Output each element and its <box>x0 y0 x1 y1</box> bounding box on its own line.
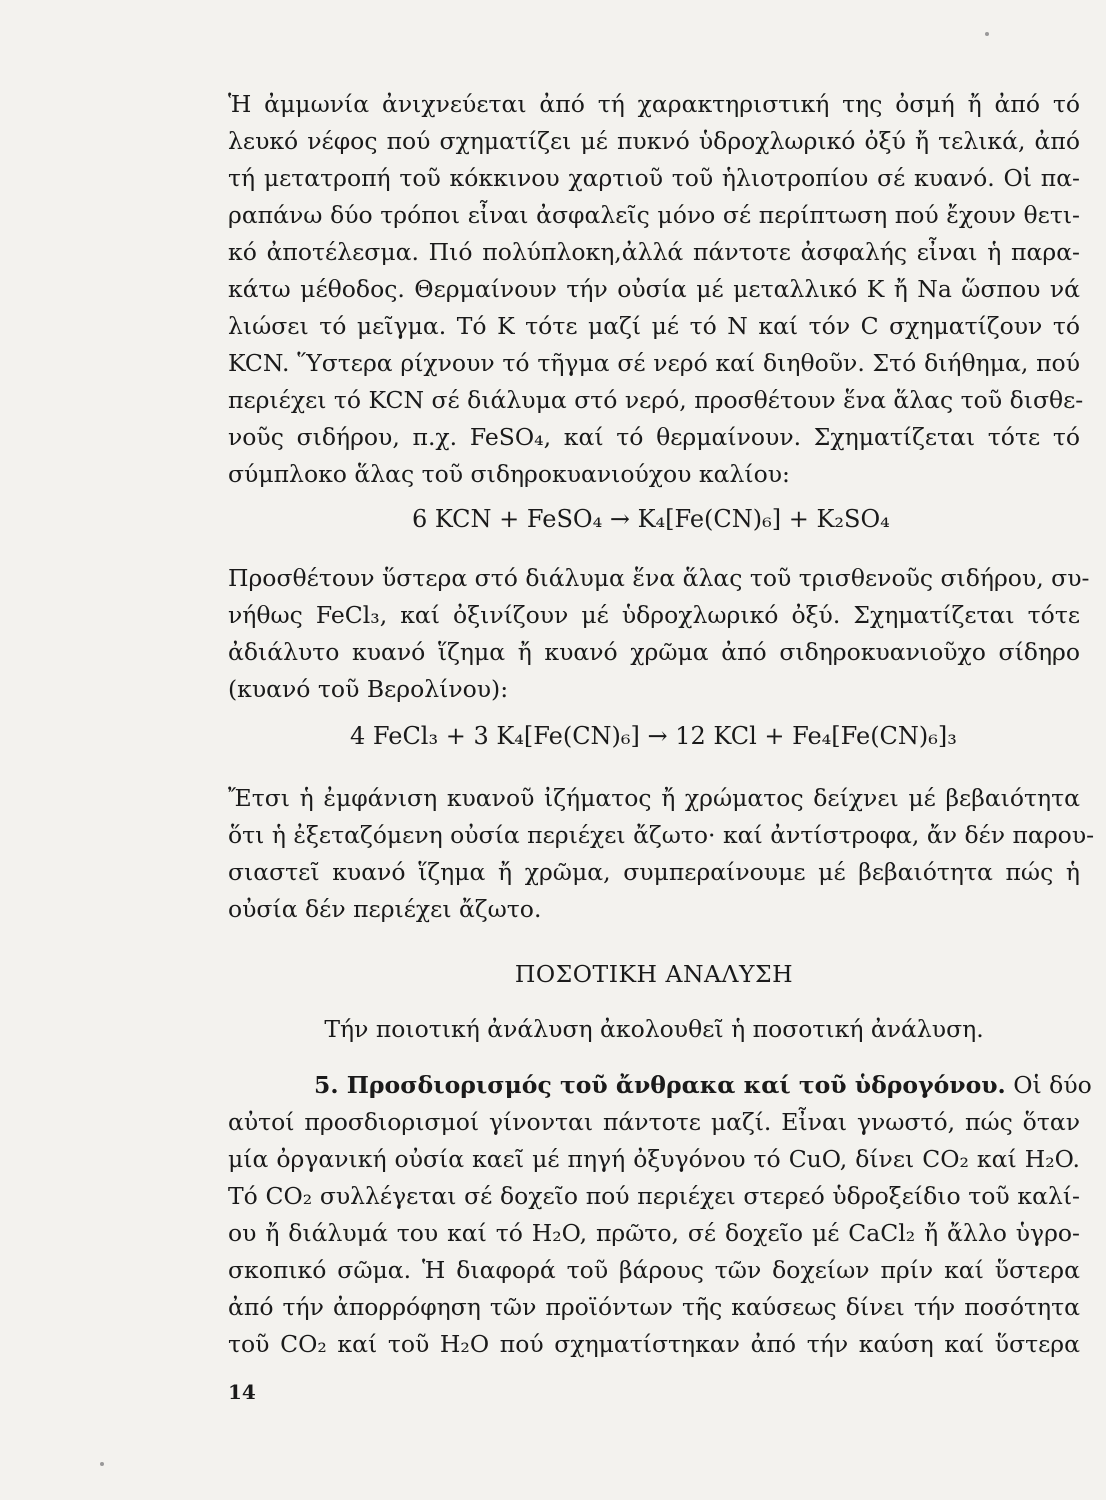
text-line: Ἡ ἀμμωνία ἀνιχνεύεται ἀπό τή χαρακτηριστική της ὀσμή ἤ ἀπό τό <box>228 90 1080 118</box>
text-line: τή μετατροπή τοῦ κόκκινου χαρτιοῦ τοῦ ἡλιοτροπίου σέ κυανό. Οἱ πα- <box>228 164 1080 192</box>
text-line: νοῦς σιδήρου, π.χ. FeSO₄, καί τό θερμαίνουν. Σχηματίζεται τότε τό <box>228 423 1080 451</box>
text-line: περιέχει τό KCN σέ διάλυμα στό νερό, προσθέτουν ἕνα ἅλας τοῦ δισθε- <box>228 386 1084 414</box>
section-5-title: 5. Προσδιορισμός τοῦ ἄνθρακα καί τοῦ ὑδρογόνου. <box>314 1071 1006 1099</box>
page-number: 14 <box>228 1380 256 1404</box>
text-line: λιώσει τό μεῖγμα. Τό K τότε μαζί μέ τό N καί τόν C σχηματίζουν τό <box>228 312 1080 340</box>
section-heading: ΠΟΣΟΤΙΚΗ ΑΝΑΛΥΣΗ <box>514 960 794 988</box>
paragraph-carbon-hydrogen <box>228 1067 1092 1363</box>
text-line: ὅτι ἡ ἐξεταζόμενη οὐσία περιέχει ἄζωτο· καί ἀντίστροφα, ἄν δέν παρου- <box>228 821 1095 849</box>
text-line: ἀδιάλυτο κυανό ἵζημα ἤ κυανό χρῶμα ἀπό σιδηροκυανιοῦχο σίδηρο <box>228 638 1080 666</box>
paragraph-ammonia-detection <box>228 86 1084 493</box>
text-line: ἀπό τήν ἀπορρόφηση τῶν προϊόντων τῆς καύσεως δίνει τήν ποσότητα <box>228 1293 1080 1321</box>
paragraph-prussian-blue <box>228 560 1090 708</box>
text-line: ου ἤ διάλυμά του καί τό H₂O, πρῶτο, σέ δοχεῖο μέ CaCl₂ ἤ ἄλλο ὑγρο- <box>228 1219 1080 1247</box>
text-line: (κυανό τοῦ Βερολίνου): <box>228 675 509 703</box>
text-line: Τό CO₂ συλλέγεται σέ δοχεῖο πού περιέχει στερεό ὑδροξείδιο τοῦ καλί- <box>228 1182 1080 1210</box>
text-line: σύμπλοκο ἅλας τοῦ σιδηροκυανιούχου καλίου: <box>228 460 790 488</box>
speck <box>100 1462 104 1466</box>
text-line: μία ὀργανική οὐσία καεῖ μέ πηγή ὀξυγόνου τό CuO, δίνει CO₂ καί H₂O. <box>228 1145 1080 1173</box>
text-line: KCN. Ὕστερα ρίχνουν τό τῆγμα σέ νερό καί διηθοῦν. Στό διήθημα, πού <box>228 349 1080 377</box>
text-line: κό ἀποτέλεσμα. Πιό πολύπλοκη,ἀλλά πάντοτε ἀσφαλής εἶναι ἡ παρα- <box>228 238 1080 266</box>
text-line: σιαστεῖ κυανό ἵζημα ἤ χρῶμα, συμπεραίνουμε μέ βεβαιότητα πώς ἡ <box>228 858 1080 886</box>
text-line: λευκό νέφος πού σχηματίζει μέ πυκνό ὑδροχλωρικό ὀξύ ἤ τελικά, ἀπό <box>228 127 1080 155</box>
intro-line: Τήν ποιοτική ἀνάλυση ἀκολουθεῖ ἡ ποσοτική ἀνάλυση. <box>324 1015 984 1043</box>
equation-ferrocyanide: 6 KCN + FeSO₄ → K₄[Fe(CN)₆] + K₂SO₄ <box>412 505 890 533</box>
text-line: ραπάνω δύο τρόποι εἶναι ἀσφαλεῖς μόνο σέ περίπτωση πού ἔχουν θετι- <box>228 201 1080 229</box>
text-line: Ἔτσι ἡ ἐμφάνιση κυανοῦ ἰζήματος ἤ χρώματος δείχνει μέ βεβαιότητα <box>228 784 1080 812</box>
equation-prussian-blue: 4 FeCl₃ + 3 K₄[Fe(CN)₆] → 12 KCl + Fe₄[Fe(CN)₆]₃ <box>350 722 957 750</box>
text-fragment: Οἱ δύο <box>1013 1071 1092 1099</box>
text-line: κάτω μέθοδος. Θερμαίνουν τήν οὐσία μέ μεταλλικό K ἤ Na ὥσπου νά <box>228 275 1080 303</box>
text-line: Προσθέτουν ὕστερα στό διάλυμα ἕνα ἅλας τοῦ τρισθενοῦς σιδήρου, συ- <box>228 564 1090 592</box>
speck <box>985 32 989 36</box>
text-line: οὐσία δέν περιέχει ἄζωτο. <box>228 895 542 923</box>
text-line: αὐτοί προσδιορισμοί γίνονται πάντοτε μαζί. Εἶναι γνωστό, πώς ὅταν <box>228 1108 1080 1136</box>
text-line: νήθως FeCl₃, καί ὀξινίζουν μέ ὑδροχλωρικό ὀξύ. Σχηματίζεται τότε <box>228 601 1080 629</box>
text-line: τοῦ CO₂ καί τοῦ H₂O πού σχηματίστηκαν ἀπό τήν καύση καί ὕστερα <box>228 1330 1080 1358</box>
section-first-line <box>228 1067 1092 1104</box>
paragraph-conclusion <box>228 780 1095 928</box>
text-line: σκοπικό σῶμα. Ἡ διαφορά τοῦ βάρους τῶν δοχείων πρίν καί ὕστερα <box>228 1256 1080 1284</box>
